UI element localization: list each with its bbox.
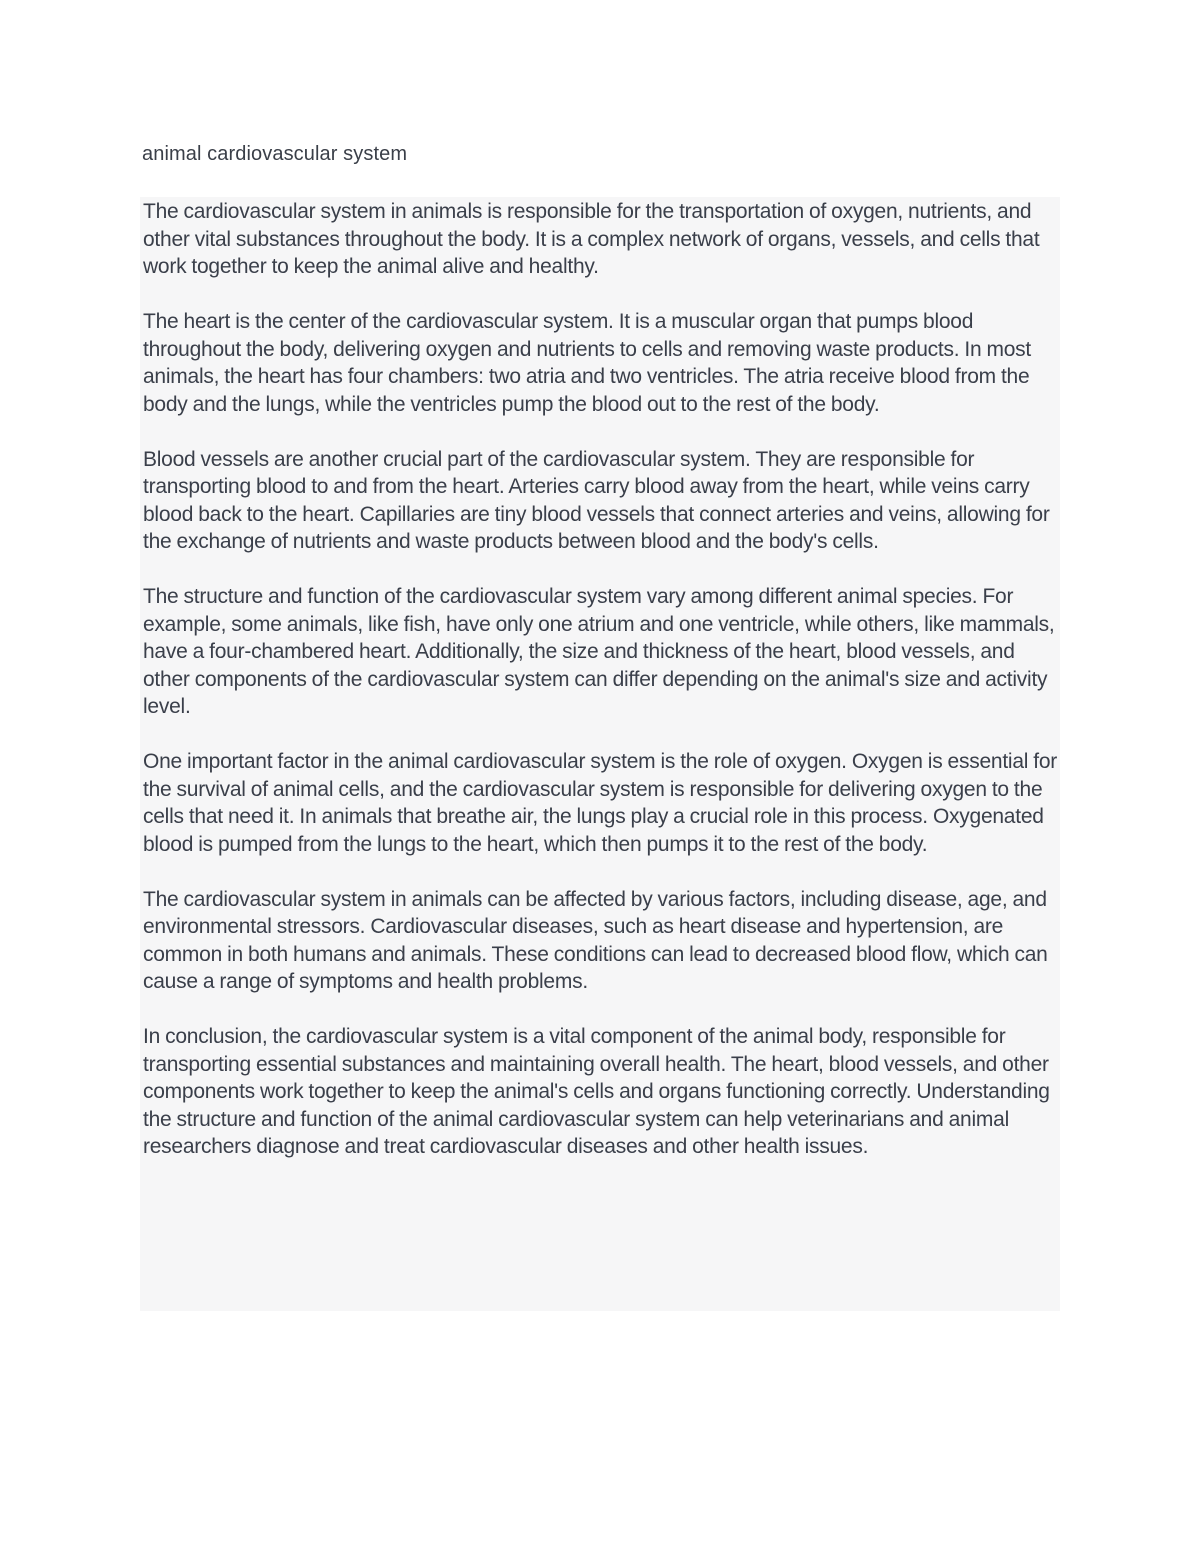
paragraph-intro: The cardiovascular system in animals is responsible for the transportation of oxygen, nutrients, and other vital substances throughout the body. It is a complex network of organs, vessels, and cells that work together to keep the animal alive and healthy.	[143, 200, 1040, 278]
paragraph-blood-vessels: Blood vessels are another crucial part of the cardiovascular system. They are responsible for transporting blood to and from the heart. Arteries carry blood away from the heart, while veins carry blood back to the heart. Capillaries are tiny blood vessels that connect arteries and veins, allowing for the exchange of nutrients and waste products between blood and the body's cells.	[143, 447, 1050, 553]
document-body	[140, 197, 1060, 1311]
paragraph-factors: The cardiovascular system in animals can be affected by various factors, including disease, age, and environmental stressors. Cardiovascular diseases, such as heart disease and hypertension, are common in both humans and animals. These conditions can lead to decreased blood flow, which can cause a range of symptoms and health problems.	[143, 887, 1048, 993]
document-title: animal cardiovascular system	[142, 143, 408, 165]
paragraph-heart: The heart is the center of the cardiovascular system. It is a muscular organ that pumps blood throughout the body, delivering oxygen and nutrients to cells and removing waste products. In most animals, the heart has four chambers: two atria and two ventricles. The atria receive blood from the body and the lungs, while the ventricles pump the blood out to the rest of the body.	[143, 310, 1031, 416]
paragraph-structure-function: The structure and function of the cardiovascular system vary among different animal species. For example, some animals, like fish, have only one atrium and one ventricle, while others, like mammals, have a four-chambered heart. Additionally, the size and thickness of the heart, blood vessels, and other components of the cardiovascular system can differ depending on the animal's size and activity level.	[143, 585, 1055, 718]
paragraph-conclusion: In conclusion, the cardiovascular system is a vital component of the animal body, responsible for transporting essential substances and maintaining overall health. The heart, blood vessels, and other components work together to keep the animal's cells and organs functioning correctly. Understanding the structure and function of the animal cardiovascular system can help veterinarians and animal researchers diagnose and treat cardiovascular diseases and other health issues.	[143, 1025, 1050, 1158]
paragraph-oxygen: One important factor in the animal cardiovascular system is the role of oxygen. Oxygen is essential for the survival of animal cells, and the cardiovascular system is responsible for delivering oxygen to the cells that need it. In animals that breathe air, the lungs play a crucial role in this process. Oxygenated blood is pumped from the lungs to the heart, which then pumps it to the rest of the body.	[143, 750, 1058, 856]
